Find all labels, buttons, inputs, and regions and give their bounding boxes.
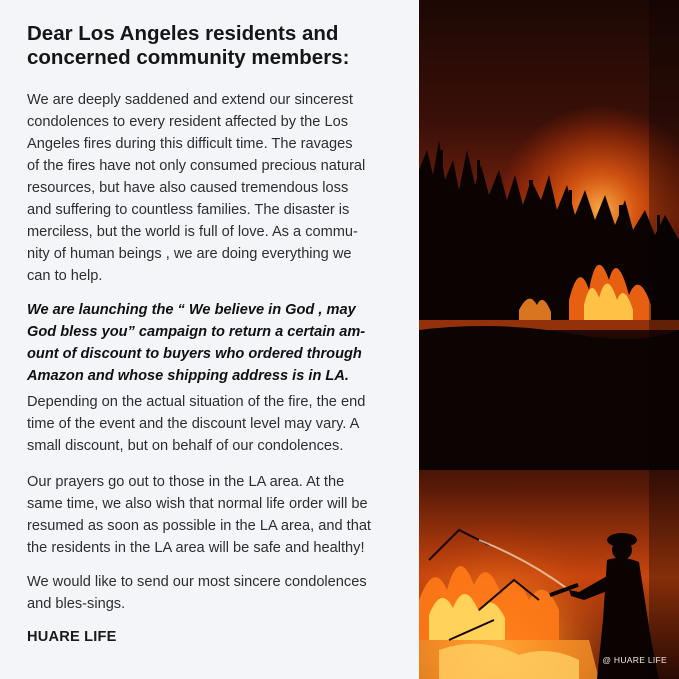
wildfire-illustration (419, 0, 679, 679)
letter-paragraph-event-terms: Depending on the actual situation of the fire, the end time of the event and the discount level may vary. A small discount, but on behalf of our condolences. (27, 394, 366, 454)
letter-paragraph-condolences: We are deeply saddened and extend our sincerest condolences to every resident affected by the Los Angeles fires during this difficult time. The ravages of the fires have not only consumed precious natural resources, but have also caused tremendous loss and suffering to countless families. The disaster is merciless, but the world is full of love. As a commu- nity of human beings , we are doing everything we can to help. (27, 92, 366, 284)
wildfire-photo (419, 0, 679, 679)
letter-paragraph-prayers: Our prayers go out to those in the LA area. At the same time, we also wish that normal life order will be resumed as soon as possible in the LA area, and that the residents in the LA area will be safe and healthy! (27, 474, 371, 556)
letter-paragraph-closing: We would like to send our most sincere condolences and bles-sings. (27, 574, 367, 612)
letter-signature: HUARE LIFE (27, 629, 117, 645)
letter-heading: Dear Los Angeles residents and concerned community members: (27, 22, 350, 69)
photo-credit: @ HUARE LIFE (602, 655, 667, 665)
letter-paragraph-campaign: We are launching the “ We believe in God , may God bless you” campaign to return a certain am- ount of discount to buyers who ordered through Amazon and whose shipping address is in LA. (27, 302, 366, 384)
